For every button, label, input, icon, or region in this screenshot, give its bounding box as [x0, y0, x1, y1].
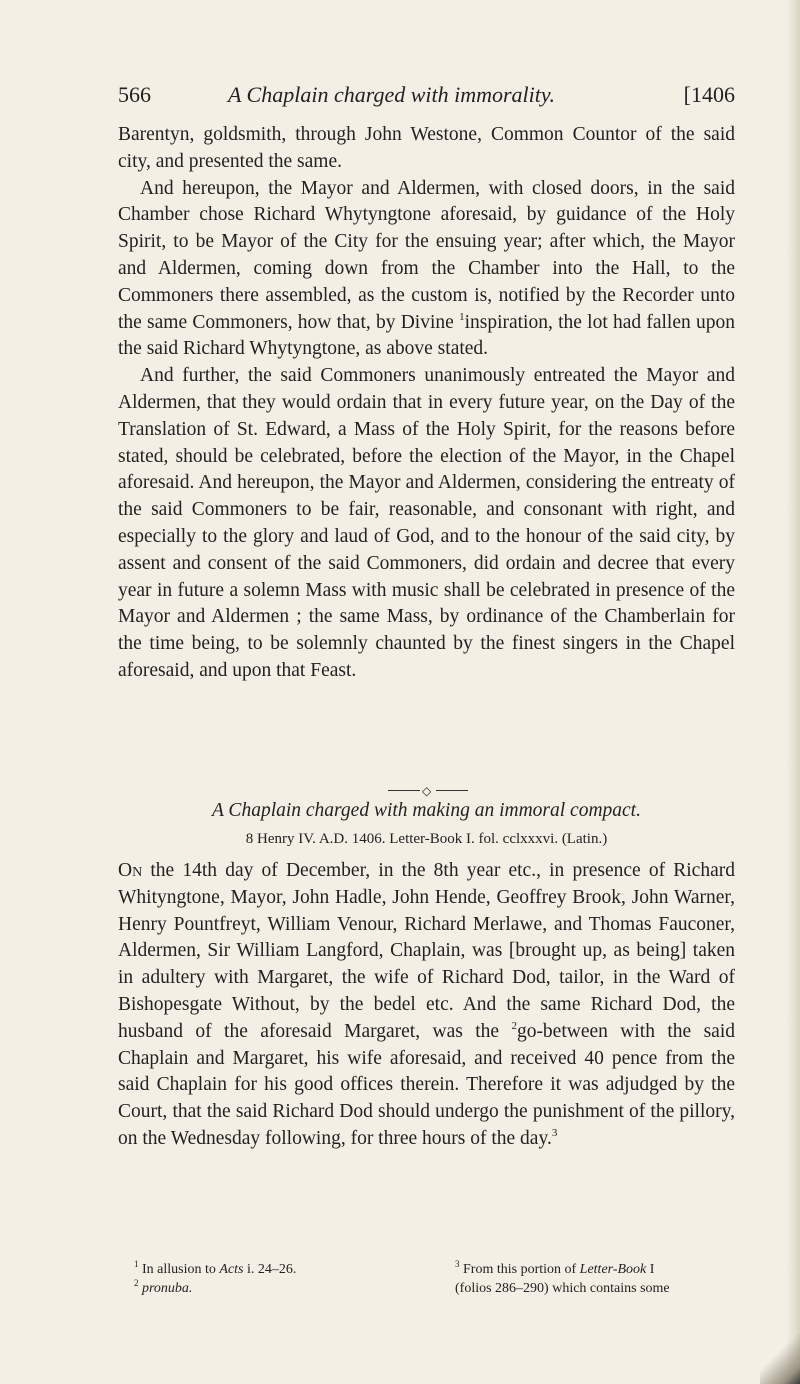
footnote-ref: 3: [551, 1126, 558, 1139]
footnote-ref: 2: [511, 1019, 517, 1032]
paragraph-text: go-between with the said Chaplain and Margaret, his wife aforesaid, and received 40 pence from the said Chaplain for his good offices therein. Therefore it was adjudged by the Court, that the said Richard Dod should undergo the punishment of the pillory, on the Wednesday following, for three hours of the day.: [118, 1020, 735, 1149]
paragraph-text: inspiration, the lot had fallen upon the said Richard Whytyngtone, as above stated.: [118, 311, 735, 360]
paragraph: [118, 176, 735, 364]
footnote-3: $^3$ From this portion of Letter-Book I: [455, 1259, 655, 1277]
section-divider: [388, 785, 468, 797]
paragraph: And further, the said Commoners unanimously entreated the Mayor and Aldermen, that they would ordain that in every future year, on the Day of the Translation of St. Edward, a Mass of the Holy Spirit, for the reasons before stated, should be celebrated, before the election of the Mayor, in the Chapel aforesaid. And hereupon, the Mayor and Aldermen, considering the entreaty of the said Commoners to be fair, reasonable, and consonant with right, and especially to the glory and laud of God, and to the honour of the said city, by assent and consent of the said Commoners, did ordain and decree that every year in future a solemn Mass with music shall be celebrated in presence of the Mayor and Aldermen ; the same Mass, by ordinance of the Chamberlain for the time being, to be solemnly chaunted by the finest singers in the Chapel aforesaid, and upon that Feast.: [118, 365, 735, 681]
page-edge-shadow: [786, 0, 800, 1384]
footnotes-left: [134, 1260, 434, 1298]
paragraph-text: And hereupon, the Mayor and Aldermen, with closed doors, in the said Chamber chose Richard Whytyngtone aforesaid, by guidance of the Holy Spirit, to be Mayor of the City for the ensuing year; after which, the Mayor and Aldermen, coming down from the Chamber into the Hall, to the Commoners there assembled, as the custom is, notified by the Recorder unto the same Commoners, how that, by Divine: [118, 177, 735, 333]
header-year: [1406: [683, 82, 735, 107]
running-title: A Chaplain charged with immorality.: [228, 82, 555, 107]
page-corner-shadow: [760, 1334, 800, 1384]
paragraph: [118, 858, 735, 1153]
running-header: [118, 82, 735, 114]
footnote-2: $^2$ pronuba.: [134, 1278, 193, 1296]
paragraph-text: the 14th day of December, in the 8th year etc., in presence of Richard Whityngtone, Mayor, John Hadle, John Hende, Geoffrey Brook, John Warner, Henry Pountfreyt, William Venour, Richard Merlawe, and Thomas Fauconer, Aldermen, Sir William Langford, Chaplain, was [brought up, as being] taken in adultery with Margaret, the wife of Richard Dod, tailor, in the Ward of Bishopesgate Without, by the bedel etc. And the same Richard Dod, the husband of the aforesaid Margaret, was the: [118, 860, 735, 1042]
page-number: 566: [118, 82, 151, 107]
section-title: A Chaplain charged with making an immoral compact.: [212, 800, 641, 821]
body-text-continued: [118, 122, 735, 685]
diamond-ornament-icon: ◇: [422, 784, 432, 798]
footnotes-right: [455, 1260, 745, 1298]
footnote-ref: 1: [459, 310, 465, 323]
section-citation: 8 Henry IV. A.D. 1406. Letter-Book I. fol. cclxxxvi. (Latin.): [245, 831, 608, 847]
footnote-1: $^1$ In allusion to Acts i. 24–26.: [134, 1259, 297, 1277]
footnote-3-continued: (folios 286–290) which contains some: [455, 1281, 670, 1296]
paragraph: Barentyn, goldsmith, through John Westone, Common Countor of the said city, and presented the same.: [118, 124, 735, 172]
opening-word: On: [118, 860, 143, 881]
section-body: [118, 858, 735, 1153]
